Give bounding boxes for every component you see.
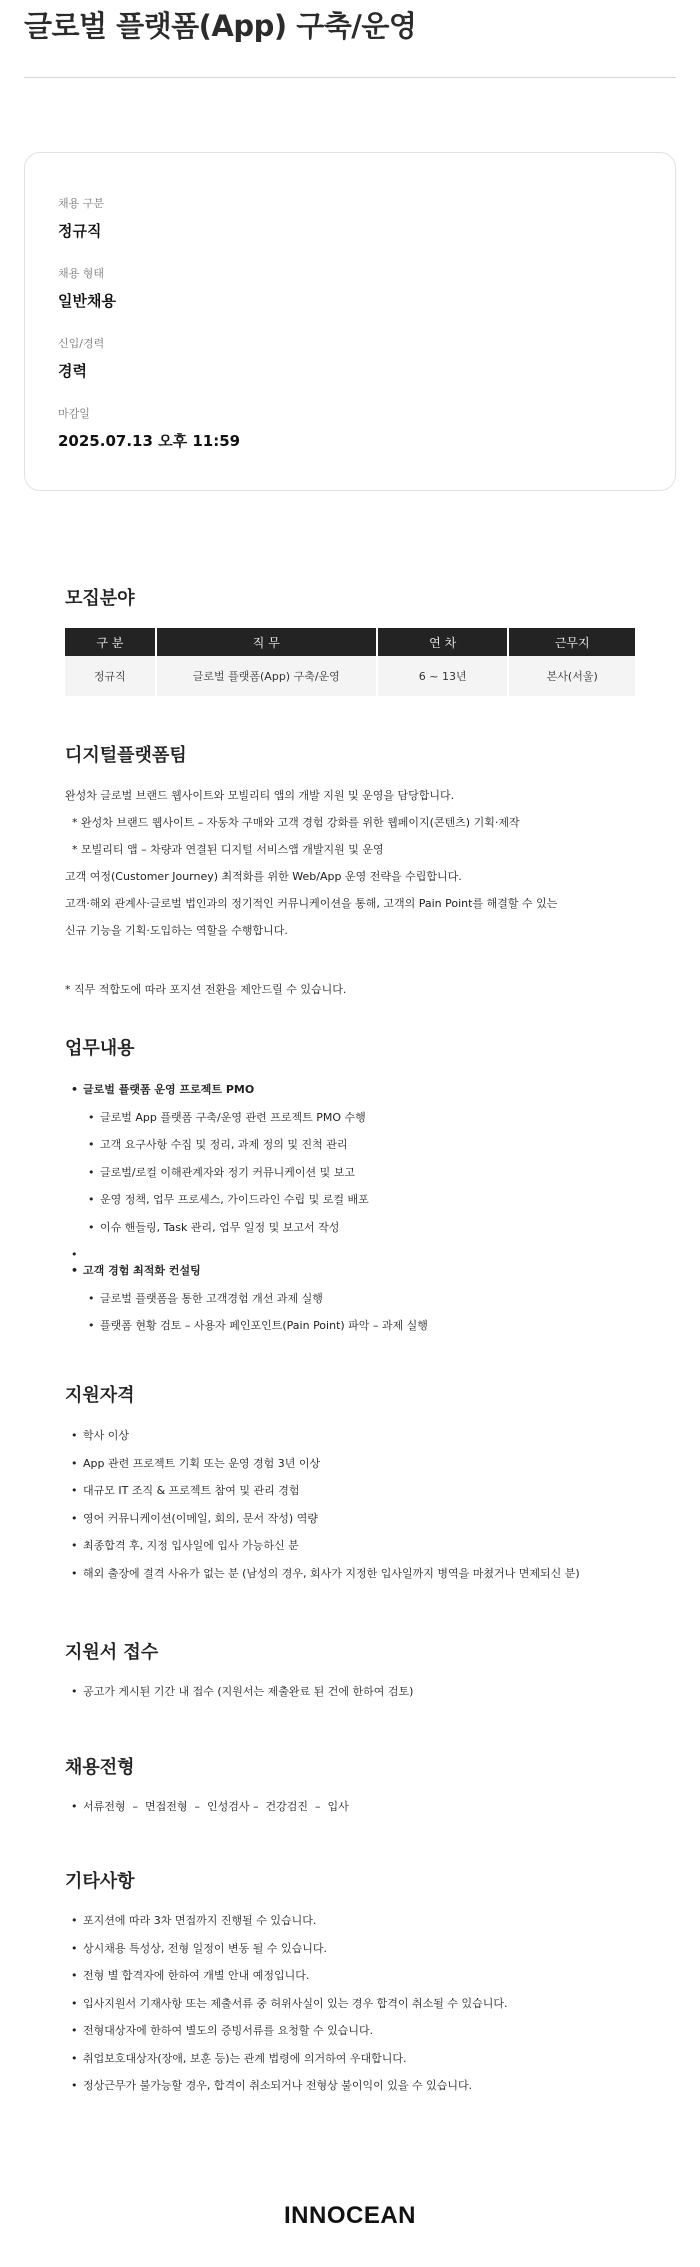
list-item: • 해외 출장에 결격 사유가 없는 분 (남성의 경우, 회사가 지정한 입사일까지 병역을 마쳤거나 면제되신 분) xyxy=(71,1560,580,1588)
table-header-row xyxy=(65,628,635,656)
recruit-table xyxy=(63,628,637,696)
team-note: * 직무 적합도에 따라 포지션 전환을 제안드릴 수 있습니다. xyxy=(65,983,347,996)
list-item: • 운영 정책, 업무 프로세스, 가이드라인 수립 및 로컬 배포 xyxy=(88,1186,428,1214)
list-item: • 취업보호대상자(장애, 보훈 등)는 관계 법령에 의거하여 우대합니다. xyxy=(71,2045,508,2073)
list-item: • 서류전형 – 면접전형 – 인성검사 – 건강검진 – 입사 xyxy=(71,1793,349,1821)
duties-list xyxy=(71,1076,428,1340)
team-line: 신규 기능을 기획·도입하는 역할을 수행합니다. xyxy=(65,924,288,937)
info-value: 정규직 xyxy=(58,222,102,240)
process-heading: 채용전형 xyxy=(65,1757,135,1778)
list-item xyxy=(71,1257,428,1340)
list-item: • 글로벌 플랫폼을 통한 고객경험 개선 과제 실행 xyxy=(88,1285,428,1313)
list-item: • 전형대상자에 한하여 별도의 증빙서류를 요청할 수 있습니다. xyxy=(71,2017,508,2045)
list-item: • 포지션에 따라 3차 면접까지 진행될 수 있습니다. xyxy=(71,1907,508,1935)
duties-heading: 업무내용 xyxy=(65,1038,135,1059)
duty-group-title: 고객 경험 최적화 컨설팅 xyxy=(83,1264,201,1277)
list-item xyxy=(71,1076,428,1241)
info-value: 일반채용 xyxy=(58,292,116,310)
table-cell: 글로벌 플랫폼(App) 구축/운영 xyxy=(157,656,376,696)
table-header-cell: 구 분 xyxy=(65,628,155,656)
table-header-cell: 연 차 xyxy=(378,628,508,656)
list-item: • 글로벌/로컬 이해관계자와 정기 커뮤니케이션 및 보고 xyxy=(88,1159,428,1187)
list-item: • 글로벌 App 플랫폼 구축/운영 관련 프로젝트 PMO 수행 xyxy=(88,1104,428,1132)
team-line: * 완성차 브랜드 웹사이트 – 자동차 구매와 고객 경험 강화를 위한 웹페이지(콘텐츠) 기획·제작 xyxy=(65,816,520,829)
list-item: • 입사지원서 기재사항 또는 제출서류 중 허위사실이 있는 경우 합격이 취소될 수 있습니다. xyxy=(71,1990,508,2018)
list-item: • 공고가 게시된 기간 내 접수 (지원서는 제출완료 된 건에 한하여 검토) xyxy=(71,1678,413,1706)
team-line: * 모빌리티 앱 – 차량과 연결된 디지털 서비스앱 개발지원 및 운영 xyxy=(65,843,384,856)
info-value: 2025.07.13 오후 11:59 xyxy=(58,432,241,450)
qualifications-list xyxy=(71,1422,580,1587)
duty-group-title: 글로벌 플랫폼 운영 프로젝트 PMO xyxy=(83,1083,255,1096)
table-cell: 정규직 xyxy=(65,656,155,696)
list-item: • 고객 요구사항 수집 및 정리, 과제 정의 및 진척 관리 xyxy=(88,1131,428,1159)
info-value: 경력 xyxy=(58,362,87,380)
team-line: 고객 여정(Customer Journey) 최적화를 위한 Web/App 운영 전략을 수립합니다. xyxy=(65,870,462,883)
etc-heading: 기타사항 xyxy=(65,1871,135,1892)
list-item: • 플랫폼 현황 검토 – 사용자 페인포인트(Pain Point) 파악 – 과제 실행 xyxy=(88,1312,428,1340)
info-label: 마감일 xyxy=(58,407,90,420)
application-list xyxy=(71,1678,413,1706)
list-item: • 대규모 IT 조직 & 프로젝트 참여 및 관리 경험 xyxy=(71,1477,580,1505)
team-description xyxy=(65,782,557,944)
table-cell: 6 ~ 13년 xyxy=(378,656,508,696)
info-label: 채용 형태 xyxy=(58,267,105,280)
team-line: 완성차 글로벌 브랜드 웹사이트와 모빌리티 앱의 개발 지원 및 운영을 담당합니다. xyxy=(65,789,455,802)
list-item: • 영어 커뮤니케이션(이메일, 회의, 문서 작성) 역량 xyxy=(71,1505,580,1533)
recruit-heading: 모집분야 xyxy=(65,588,135,609)
list-item: • 상시채용 특성상, 전형 일정이 변동 될 수 있습니다. xyxy=(71,1935,508,1963)
info-label: 채용 구분 xyxy=(58,197,105,210)
list-item: • 전형 별 합격자에 한하여 개별 안내 예정입니다. xyxy=(71,1962,508,1990)
list-item: • 정상근무가 불가능할 경우, 합격이 취소되거나 전형상 불이익이 있을 수 있습니다. xyxy=(71,2072,508,2100)
table-header-cell: 직 무 xyxy=(157,628,376,656)
title-divider xyxy=(24,77,676,78)
team-heading: 디지털플랫폼팀 xyxy=(65,745,187,766)
etc-list xyxy=(71,1907,508,2100)
info-employment-category xyxy=(58,195,104,241)
list-item: • 최종합격 후, 지정 입사일에 입사 가능하신 분 xyxy=(71,1532,580,1560)
application-heading: 지원서 접수 xyxy=(65,1642,159,1663)
company-logo: INNOCEAN xyxy=(283,2202,416,2229)
table-cell: 본사(서울) xyxy=(509,656,635,696)
list-item: • 이슈 핸들링, Task 관리, 업무 일정 및 보고서 작성 xyxy=(88,1214,428,1242)
table-header-cell: 근무지 xyxy=(509,628,635,656)
info-employment-type xyxy=(58,265,116,311)
qualifications-heading: 지원자격 xyxy=(65,1385,135,1406)
duty-sublist xyxy=(88,1285,428,1340)
job-info-card xyxy=(24,152,676,491)
list-item: • App 관련 프로젝트 기획 또는 운영 경험 3년 이상 xyxy=(71,1450,580,1478)
duty-sublist xyxy=(88,1104,428,1242)
team-line: 고객·해외 관계사·글로벌 법인과의 정기적인 커뮤니케이션을 통해, 고객의 Pain Point를 해결할 수 있는 xyxy=(65,897,558,910)
info-career-level xyxy=(58,335,104,381)
info-deadline xyxy=(58,405,240,451)
list-item: • 학사 이상 xyxy=(71,1422,580,1450)
table-row xyxy=(65,656,635,696)
process-list xyxy=(71,1793,349,1821)
info-label: 신입/경력 xyxy=(58,337,105,350)
spacer xyxy=(71,1241,428,1257)
page-title: 글로벌 플랫폼(App) 구축/운영 xyxy=(24,9,417,43)
